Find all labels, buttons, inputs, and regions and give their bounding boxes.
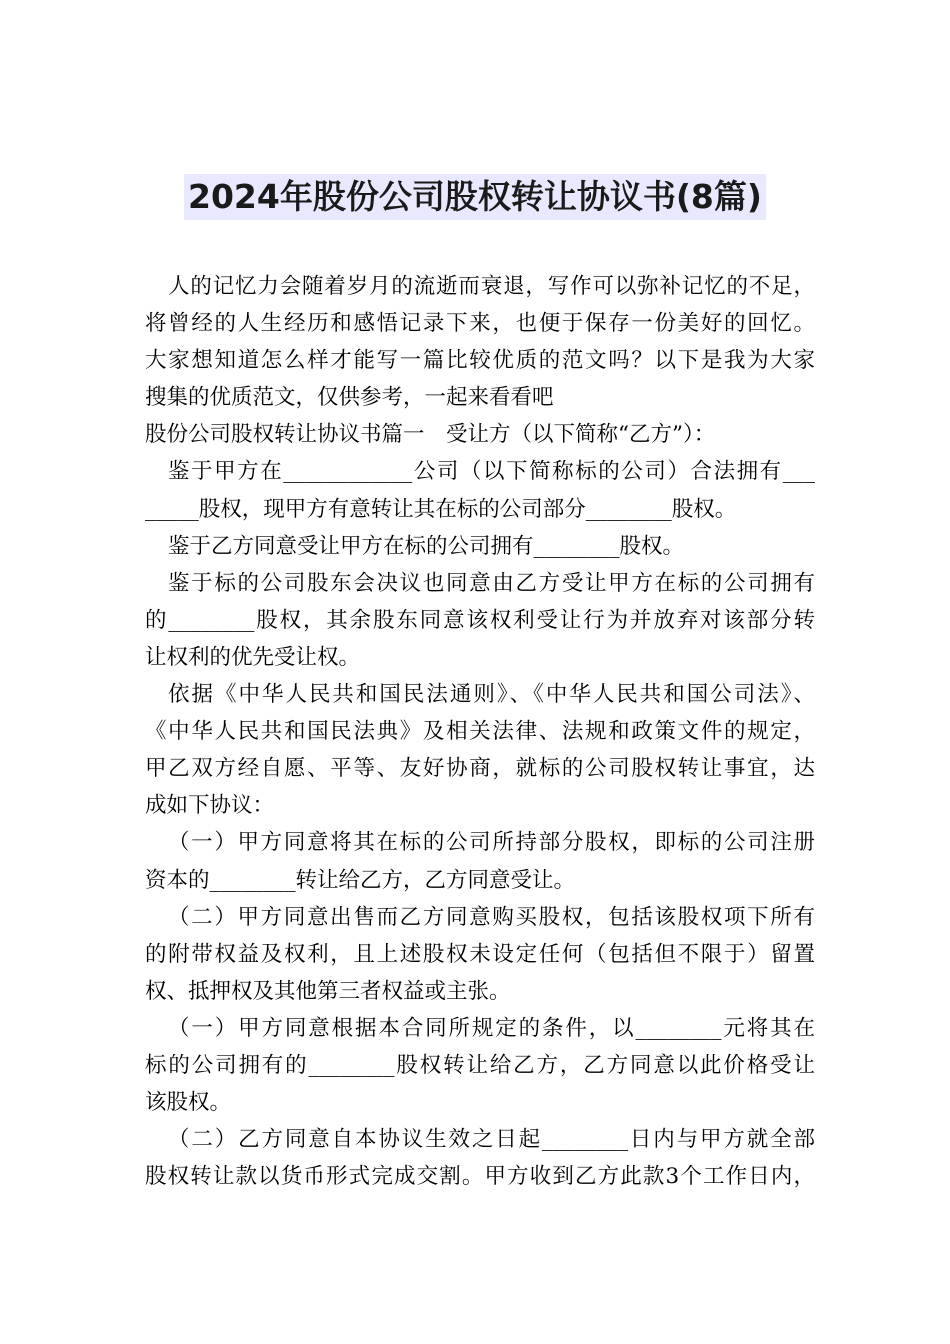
text-line: 资本的________转让给乙方，乙方同意受让。 bbox=[145, 867, 576, 893]
text-line: 鉴于标的公司股东会决议也同意由乙方受让甲方在标的公司拥有 bbox=[168, 570, 815, 596]
text-line: 权、抵押权及其他第三者权益或主张。 bbox=[145, 978, 511, 1004]
text-line: 该股权。 bbox=[145, 1090, 232, 1116]
text-line: 《中华人民共和国民法典》及相关法律、法规和政策文件的规定， bbox=[145, 719, 815, 745]
text-line: 将曾经的人生经历和感悟记录下来，也便于保存一份美好的回忆。 bbox=[145, 311, 815, 337]
text-line: 人的记忆力会随着岁月的流逝而衰退，写作可以弥补记忆的不足， bbox=[168, 274, 815, 299]
document-body bbox=[145, 268, 815, 1195]
text-line: 依据《中华人民共和国民法通则》、《中华人民共和国公司法》、 bbox=[168, 682, 815, 708]
text-line: 搜集的优质范文，仅供参考，一起来看看吧 bbox=[145, 385, 554, 411]
text-line: 的________股权，其余股东同意该权利受让行为并放弃对该部分转 bbox=[145, 607, 815, 633]
text-line: （二）乙方同意自本协议生效之日起________日内与甲方就全部 bbox=[168, 1127, 815, 1153]
text-line: 鉴于乙方同意受让甲方在标的公司拥有________股权。 bbox=[168, 533, 685, 559]
text-line: 甲乙双方经自愿、平等、友好协商，就标的公司股权转让事宜，达 bbox=[145, 756, 815, 782]
text-line: _____股权，现甲方有意转让其在标的公司部分________股权。 bbox=[145, 496, 737, 522]
text-line: （二）甲方同意出售而乙方同意购买股权，包括该股权项下所有 bbox=[168, 904, 815, 930]
text-line: （一）甲方同意根据本合同所规定的条件，以________元将其在 bbox=[168, 1015, 815, 1041]
text-line: 股份公司股权转让协议书篇一 受让方（以下简称“乙方”）： bbox=[145, 422, 716, 448]
document-title: 2024年股份公司股权转让协议书(8篇) bbox=[184, 174, 766, 220]
text-line: （一）甲方同意将其在标的公司所持部分股权，即标的公司注册 bbox=[168, 830, 815, 856]
text-line: 股权转让款以货币形式完成交割。甲方收到乙方此款3个工作日内， bbox=[145, 1164, 815, 1190]
text-line: 标的公司拥有的________股权转让给乙方，乙方同意以此价格受让 bbox=[145, 1052, 815, 1078]
text-line: 让权利的优先受让权。 bbox=[145, 644, 361, 670]
text-line: 的附带权益及权利，且上述股权未设定任何（包括但不限于）留置 bbox=[145, 941, 815, 967]
text-line: 大家想知道怎么样才能写一篇比较优质的范文吗？以下是我为大家 bbox=[145, 348, 815, 374]
text-line: 成如下协议： bbox=[145, 793, 275, 819]
title-container bbox=[0, 174, 950, 220]
text-line: 鉴于甲方在____________公司（以下简称标的公司）合法拥有___ bbox=[168, 459, 815, 485]
